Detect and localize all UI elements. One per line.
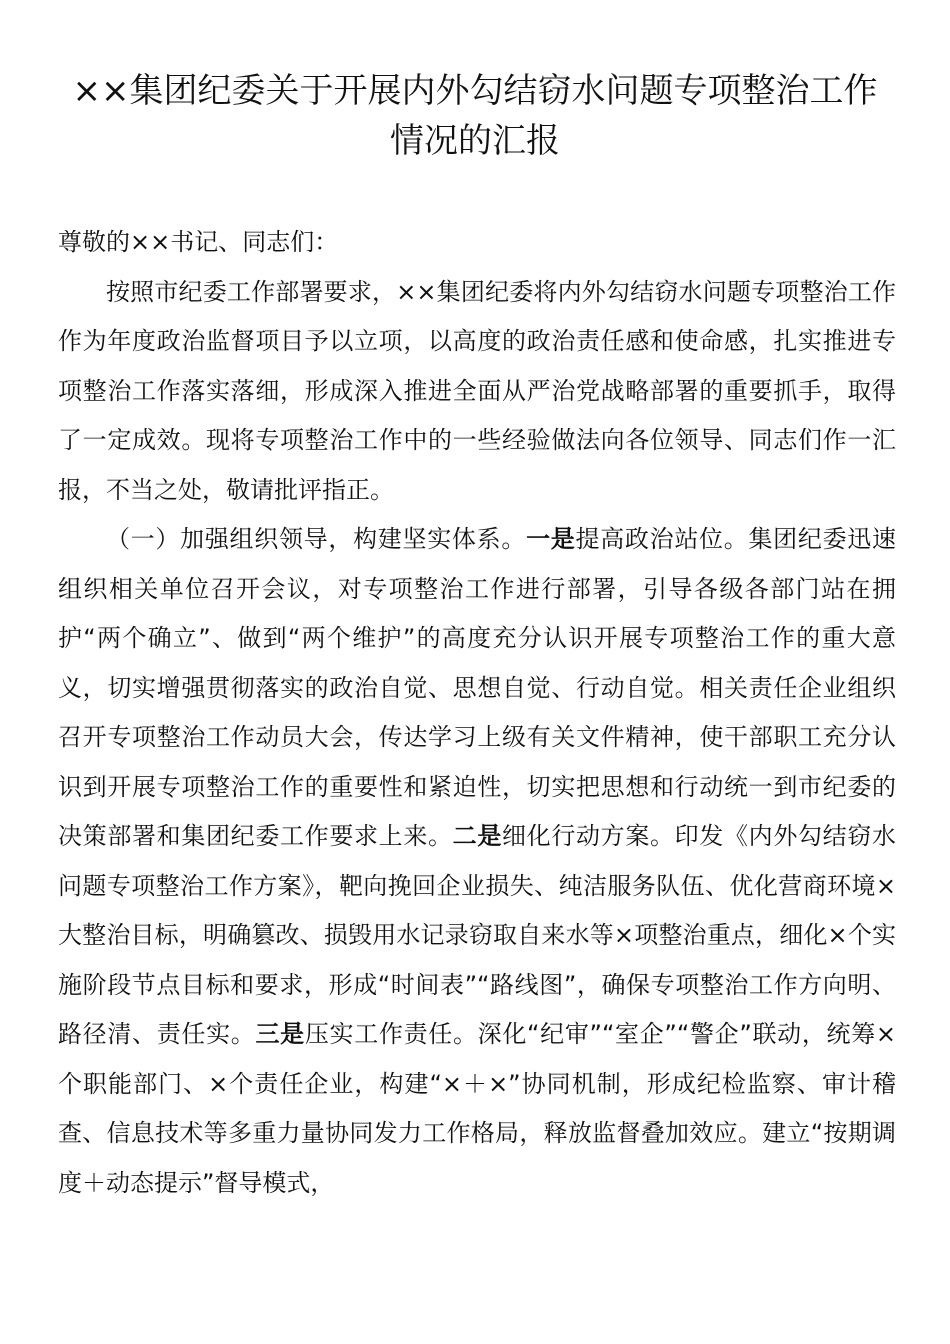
intro-paragraph: 按照市纪委工作部署要求，××集团纪委将内外勾结窃水问题专项整治工作作为年度政治监督项目予以立项，以高度的政治责任感和使命感，扎实推进专项整治工作落实落细，形成深入推进全面从严治党战略部署的重要抓手，取得了一定成效。现将专项整治工作中的一些经验做法向各位领导、同志们作一汇报，不当之处，敬请批评指正。 <box>58 277 896 504</box>
point-3-text: 压实工作责任。深化“纪审”“室企”“警企”联动，统筹×个职能部门、×个责任企业，构建“×＋×”协同机制，形成纪检监察、审计稽查、信息技术等多重力量协同发力工作格局，释放监督叠加效应。建立“按期调度＋动态提示”督导模式， <box>58 1020 897 1197</box>
title-line-2: 情况的汇报 <box>390 121 560 161</box>
point-1-label: 一是 <box>526 525 576 553</box>
document-title <box>40 66 910 166</box>
section-1-heading: （一）加强组织领导，构建坚实体系。 <box>106 525 527 553</box>
title-line-1: ××集团纪委关于开展内外勾结窃水问题专项整治工作 <box>72 71 878 111</box>
point-1-text: 提高政治站位。集团纪委迅速组织相关单位召开会议，对专项整治工作进行部署，引导各级各部门站在拥护“两个确立”、做到“两个维护”的高度充分认识开展专项整治工作的重大意义，切实增强贯彻落实的政治自觉、思想自觉、行动自觉。相关责任企业组织召开专项整治工作动员大会，传达学习上级有关文件精神，使干部职工充分认识到开展专项整治工作的重要性和紧迫性，切实把思想和行动统一到市纪委的决策部署和集团纪委工作要求上来。 <box>58 525 897 850</box>
point-2-label: 二是 <box>452 822 503 850</box>
section-1-paragraph <box>58 515 896 1208</box>
point-2-text: 细化行动方案。印发《内外勾结窃水问题专项整治工作方案》，靶向挽回企业损失、纯洁服务队伍、优化营商环境×大整治目标，明确篡改、损毁用水记录窃取自来水等×项整治重点，细化×个实施阶段节点目标和要求，形成“时间表”“路线图”，确保专项整治工作方向明、路径清、责任实。 <box>58 822 897 1048</box>
point-3-label: 三是 <box>255 1020 305 1048</box>
document-body <box>58 218 896 1208</box>
salutation: 尊敬的××书记、同志们： <box>58 228 339 256</box>
